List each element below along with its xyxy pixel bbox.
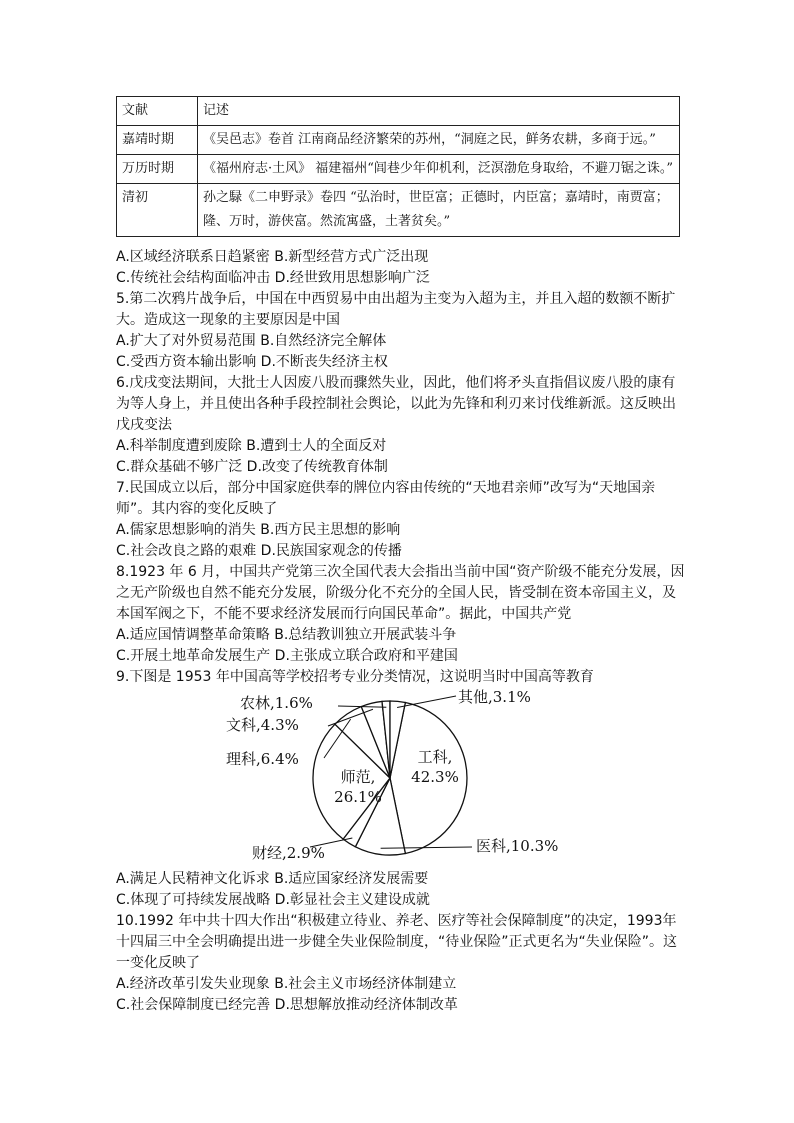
table-cell-text: 《吴邑志》卷首 江南商品经济繁荣的苏州，“洞庭之民，鲜务农耕，多商于远。” xyxy=(198,126,680,155)
table-row xyxy=(117,155,680,184)
table-cell-period: 万历时期 xyxy=(117,155,198,184)
source-table xyxy=(116,96,680,237)
pie-label-finance: 财经,2.9% xyxy=(252,844,325,862)
q6-options-cd: C.群众基础不够广泛 D.改变了传统教育体制 xyxy=(116,459,388,475)
q10-options-ab: A.经济改革引发失业现象 B.社会主义市场经济体制建立 xyxy=(116,976,457,992)
pie-value-engineering: 42.3% xyxy=(411,768,459,786)
table-row xyxy=(117,184,680,237)
q5-options-ab: A.扩大了对外贸易范围 B.自然经济完全解体 xyxy=(116,333,387,349)
q7-options-ab: A.儒家思想影响的消失 B.西方民主思想的影响 xyxy=(116,522,401,538)
q8-options-cd: C.开展土地革命发展生产 D.主张成立联合政府和平建国 xyxy=(116,648,458,664)
table-header-row xyxy=(117,97,680,126)
table-cell-period: 清初 xyxy=(117,184,198,237)
q9-options-ab: A.满足人民精神文化诉求 B.适应国家经济发展需要 xyxy=(116,871,429,887)
table-cell-period: 嘉靖时期 xyxy=(117,126,198,155)
table-cell-text: 孙之騄《二申野录》卷四 “弘治时，世臣富；正德时，内臣富；嘉靖时，南贾富；隆、万时，游侠富。然流寓盛，土著贫矣。” xyxy=(198,184,680,237)
q4-options-ab: A.区域经济联系日趋紧密 B.新型经营方式广泛出现 xyxy=(116,249,429,265)
q4-options-cd: C.传统社会结构面临冲击 D.经世致用思想影响广泛 xyxy=(116,270,430,286)
q6-stem: 6.戊戌变法期间，大批士人因废八股而骤然失业，因此，他们将矛头直指倡议废八股的康有为等人身上，并且使出各种手段控制社会舆论，以此为先锋和利刃来讨伐维新派。这反映出戊戌变法 xyxy=(116,375,676,433)
enrollment-pie-chart xyxy=(210,684,590,866)
q10-options-cd: C.社会保障制度已经完善 D.思想解放推动经济体制改革 xyxy=(116,997,458,1013)
q8-stem: 8.1923 年 6 月，中国共产党第三次全国代表大会指出当前中国“资产阶级不能充分发展，因之无产阶级也自然不能充分发展，阶级分化不充分的全国人民，皆受制在资本帝国主义，及本国军阀之下，不能不要求经济发展而行向国民革命”。据此，中国共产党 xyxy=(116,564,685,622)
table-header-cell: 文献 xyxy=(117,97,198,126)
pie-label-teacher-training: 师范, xyxy=(340,768,376,786)
pie-value-teacher-training: 26.1% xyxy=(334,788,382,806)
table-cell-text: 《福州府志·土风》 福建福州“闾巷少年仰机利，泛溟渤危身取给，不避刀锯之诛。” xyxy=(198,155,680,184)
q8-options-ab: A.适应国情调整革命策略 B.总结教训独立开展武装斗争 xyxy=(116,627,457,643)
table-header-cell: 记述 xyxy=(198,97,680,126)
pie-label-engineering: 工科, xyxy=(417,748,453,766)
pie-label-medicine: 医科,10.3% xyxy=(476,837,559,855)
q10-stem: 10.1992 年中共十四大作出“积极建立待业、养老、医疗等社会保障制度”的决定，1993年十四届三中全会明确提出进一步健全失业保险制度，“待业保险”正式更名为“失业保险”。这一变化反映了 xyxy=(116,913,678,971)
q9-options-cd: C.体现了可持续发展战略 D.彰显社会主义建设成就 xyxy=(116,892,430,908)
q5-stem: 5.第二次鸦片战争后，中国在中西贸易中由出超为主变为入超为主，并且入超的数额不断扩大。造成这一现象的主要原因是中国 xyxy=(116,291,676,328)
q5-options-cd: C.受西方资本输出影响 D.不断丧失经济主权 xyxy=(116,354,388,370)
q7-options-cd: C.社会改良之路的艰难 D.民族国家观念的传播 xyxy=(116,543,402,559)
q6-options-ab: A.科举制度遭到废除 B.遭到士人的全面反对 xyxy=(116,438,387,454)
q9-stem: 9.下图是 1953 年中国高等学校招考专业分类情况，这说明当时中国高等教育 xyxy=(116,669,594,685)
pie-label-agriculture-forestry: 农林,1.6% xyxy=(240,694,313,712)
q7-stem: 7.民国成立以后，部分中国家庭供奉的牌位内容由传统的“天地君亲师”改写为“天地国亲师”。其内容的变化反映了 xyxy=(116,480,656,517)
pie-label-science: 理科,6.4% xyxy=(226,750,299,768)
leader-line-other xyxy=(397,696,456,708)
pie-label-other: 其他,3.1% xyxy=(458,688,531,706)
table-row xyxy=(117,126,680,155)
pie-label-liberal-arts: 文科,4.3% xyxy=(226,716,299,734)
